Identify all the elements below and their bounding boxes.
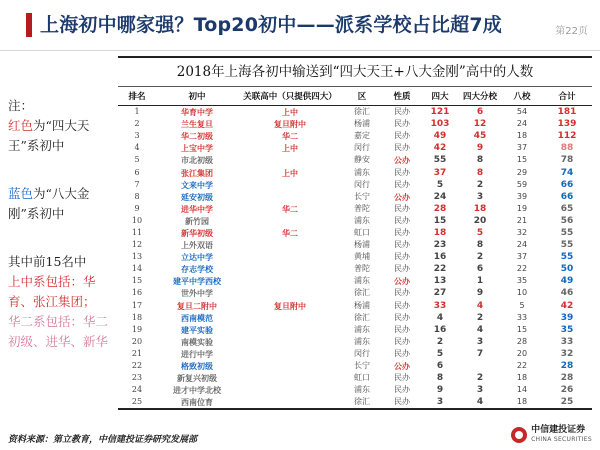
cell-school: 文来中学 xyxy=(181,179,213,190)
cell-assoc xyxy=(238,372,342,384)
table-body xyxy=(118,106,592,410)
cell-district: 徐汇 xyxy=(354,107,370,117)
cell-big4: 22 xyxy=(433,264,447,275)
note-blue-word: 蓝色 xyxy=(8,186,34,201)
table-row xyxy=(118,396,592,409)
cell-type: 民办 xyxy=(394,264,410,274)
cell-district: 长宁 xyxy=(354,361,370,371)
cell-type: 公办 xyxy=(394,155,410,166)
page-number: 第22页 xyxy=(555,26,588,37)
cell-big4-branch: 3 xyxy=(476,336,484,347)
cell-rank: 4 xyxy=(134,143,140,153)
cell-eight: 35 xyxy=(516,276,528,286)
table-row xyxy=(118,287,592,299)
cell-rank: 14 xyxy=(131,264,143,274)
cell-rank: 19 xyxy=(131,324,143,334)
cell-school: 新竹园 xyxy=(185,215,209,226)
cell-big4-branch: 2 xyxy=(476,312,484,323)
source-note: 资料来源：第立教育，中信建投证券研究发展部 xyxy=(8,435,198,445)
cell-type: 公办 xyxy=(394,191,410,202)
note-legend xyxy=(8,96,114,156)
cell-school: 张江集团 xyxy=(181,167,213,178)
cell-eight: 20 xyxy=(516,348,528,358)
header-divider xyxy=(0,50,600,51)
table-row xyxy=(118,360,592,372)
cell-eight: 10 xyxy=(516,288,528,298)
cell-big4: 4 xyxy=(436,312,444,323)
col-header-rank: 排名 xyxy=(118,87,156,106)
table-row xyxy=(118,106,592,119)
cell-rank: 15 xyxy=(131,276,143,286)
cell-total: 26 xyxy=(560,385,574,396)
cell-assoc xyxy=(238,239,342,251)
cell-eight: 21 xyxy=(516,215,528,225)
cell-district: 普陀 xyxy=(354,264,370,274)
cell-big4-branch: 2 xyxy=(476,373,484,384)
cell-type: 民办 xyxy=(394,373,410,383)
cell-type: 民办 xyxy=(394,385,410,395)
cell-big4: 6 xyxy=(436,361,444,372)
cell-school: 新复兴初级 xyxy=(177,373,217,384)
note-label: 注： xyxy=(8,98,34,113)
cell-big4-branch: 4 xyxy=(458,396,502,409)
cell-eight: 54 xyxy=(516,107,528,117)
table-row xyxy=(118,275,592,287)
cell-district: 静安 xyxy=(354,155,370,165)
note-blue-desc: 为“八大金刚”系初中 xyxy=(8,186,90,221)
cell-eight: 37 xyxy=(516,252,528,262)
cell-assoc xyxy=(238,215,342,227)
cell-type: 公办 xyxy=(394,276,410,287)
cell-rank: 2 xyxy=(134,119,140,129)
cell-school: 华二初级 xyxy=(181,131,213,142)
cell-type: 民办 xyxy=(394,240,410,250)
cell-assoc xyxy=(238,263,342,275)
cell-total: 28 xyxy=(560,361,574,372)
cell-type: 民办 xyxy=(394,300,410,310)
cell-big4-branch: 5 xyxy=(476,227,484,238)
cell-district: 虹口 xyxy=(354,227,370,237)
cell-assoc: 华二 xyxy=(282,227,298,238)
cell-district: 徐汇 xyxy=(354,312,370,322)
cell-big4-branch: 8 xyxy=(476,167,484,178)
cell-rank: 21 xyxy=(131,348,143,358)
cell-eight: 24 xyxy=(516,119,528,129)
cell-big4-branch: 9 xyxy=(476,288,484,299)
side-notes xyxy=(8,96,114,380)
cell-district: 杨浦 xyxy=(354,300,370,310)
cell-school: 建平中学西校 xyxy=(173,276,221,287)
company-logo xyxy=(511,424,592,446)
cell-big4: 27 xyxy=(433,288,447,299)
table-title: 2018年上海各初中输送到“四大天王+八大金刚”高中的人数 xyxy=(118,56,592,87)
table-row xyxy=(118,300,592,312)
cell-district: 虹口 xyxy=(354,373,370,383)
cell-eight: 37 xyxy=(516,143,528,153)
table-row xyxy=(118,142,592,154)
cell-school: 进才中学北校 xyxy=(173,385,221,396)
cell-type: 民办 xyxy=(394,119,410,129)
cell-eight: 32 xyxy=(516,227,528,237)
cell-district: 杨浦 xyxy=(354,240,370,250)
cell-big4-branch: 2 xyxy=(476,252,484,263)
table-row xyxy=(118,154,592,166)
cell-eight: 14 xyxy=(516,385,528,395)
cell-eight: 15 xyxy=(516,324,528,334)
cell-district: 浦东 xyxy=(354,215,370,225)
cell-big4-branch: 3 xyxy=(476,191,484,202)
cell-district: 闵行 xyxy=(354,348,370,358)
note-top15-intro: 其中前15名中 xyxy=(8,254,87,269)
cell-assoc: 华二 xyxy=(282,131,298,142)
cell-rank: 10 xyxy=(131,215,143,225)
cell-assoc xyxy=(238,348,342,360)
cell-district: 黄埔 xyxy=(354,252,370,262)
table-row xyxy=(118,191,592,203)
table-row xyxy=(118,348,592,360)
table-row xyxy=(118,263,592,275)
cell-assoc xyxy=(238,384,342,396)
cell-big4-branch: 6 xyxy=(476,264,484,275)
cell-eight: 22 xyxy=(516,361,528,371)
cell-total: 33 xyxy=(560,336,574,347)
logo-text xyxy=(531,426,592,444)
cell-eight: 28 xyxy=(516,336,528,346)
cell-type: 民办 xyxy=(394,336,410,346)
cell-assoc xyxy=(238,396,342,409)
cell-school: 西南模范 xyxy=(181,312,213,323)
cell-big4: 16 xyxy=(433,324,447,335)
cell-eight: 5 xyxy=(519,300,525,310)
cell-rank: 5 xyxy=(134,155,140,165)
cell-total: 49 xyxy=(560,276,574,287)
col-header-district: 区 xyxy=(342,87,382,106)
note-top15-block xyxy=(8,252,114,352)
cell-eight: 18 xyxy=(516,131,528,141)
cell-total: 66 xyxy=(560,179,574,190)
note-hua-group: 华二系包括：华二初级、进华、新华 xyxy=(8,314,109,349)
cell-big4: 49 xyxy=(433,131,447,142)
cell-total: 39 xyxy=(560,312,574,323)
cell-big4: 13 xyxy=(433,276,447,287)
cell-big4: 15 xyxy=(433,215,447,226)
cell-assoc: 上中 xyxy=(282,143,298,154)
cell-total: 66 xyxy=(560,191,574,202)
cell-district: 浦东 xyxy=(354,324,370,334)
cell-rank: 6 xyxy=(134,167,140,177)
cell-type: 民办 xyxy=(382,396,422,409)
cell-eight: 24 xyxy=(516,240,528,250)
cell-total: 78 xyxy=(560,155,574,166)
cell-district: 浦东 xyxy=(354,167,370,177)
cell-rank: 11 xyxy=(131,227,143,237)
cell-rank: 12 xyxy=(131,240,143,250)
table-row xyxy=(118,251,592,263)
cell-school: 立达中学 xyxy=(181,252,213,263)
cell-school: 进华中学 xyxy=(181,203,213,214)
cell-school: 世外中学 xyxy=(181,288,213,299)
cell-rank: 20 xyxy=(131,336,143,346)
cell-type: 民办 xyxy=(394,131,410,141)
cell-type: 民办 xyxy=(394,143,410,153)
cell-type: 民办 xyxy=(394,179,410,189)
cell-assoc xyxy=(238,251,342,263)
cell-big4-branch: 8 xyxy=(476,240,484,251)
col-header-big4: 四大 xyxy=(422,87,458,106)
cell-total: 46 xyxy=(560,288,574,299)
cell-rank: 8 xyxy=(134,191,140,201)
cell-rank: 23 xyxy=(131,373,143,383)
cell-total: 112 xyxy=(557,131,577,142)
note-red-line xyxy=(8,116,114,156)
cell-assoc xyxy=(238,179,342,191)
cell-total: 139 xyxy=(557,119,577,130)
cell-eight: 39 xyxy=(516,191,528,201)
cell-big4-branch: 12 xyxy=(473,119,487,130)
table-row xyxy=(118,324,592,336)
cell-type: 民办 xyxy=(394,312,410,322)
cell-big4-branch: 2 xyxy=(476,179,484,190)
cell-assoc xyxy=(238,360,342,372)
table-row xyxy=(118,239,592,251)
cell-total: 25 xyxy=(542,396,592,409)
cell-type: 民办 xyxy=(394,203,410,213)
note-red-desc: 为“四大天王”系初中 xyxy=(8,118,90,153)
cell-assoc: 上中 xyxy=(282,167,298,178)
cell-rank: 3 xyxy=(134,131,140,141)
cell-school: 存志学校 xyxy=(181,264,213,275)
cell-rank: 18 xyxy=(131,312,143,322)
logo-cn: 中信建投证券 xyxy=(531,425,586,435)
cell-rank: 16 xyxy=(131,288,143,298)
cell-school: 市北初级 xyxy=(181,155,213,166)
table-row xyxy=(118,312,592,324)
table-row xyxy=(118,179,592,191)
cell-big4-branch: 45 xyxy=(473,131,487,142)
cell-big4-branch: 8 xyxy=(476,155,484,166)
cell-total: 56 xyxy=(560,215,574,226)
cell-district: 浦东 xyxy=(354,385,370,395)
cell-district: 闵行 xyxy=(354,179,370,189)
cell-school: 建平实验 xyxy=(181,324,213,335)
title-accent-bar xyxy=(26,13,32,37)
logo-en: CHINA SECURITIES xyxy=(531,436,592,443)
cell-type: 民办 xyxy=(394,107,410,117)
table-row xyxy=(118,118,592,130)
cell-school: 上宝中学 xyxy=(181,143,213,154)
cell-big4: 8 xyxy=(436,373,444,384)
col-header-type: 性质 xyxy=(382,87,422,106)
cell-big4: 2 xyxy=(436,336,444,347)
cell-school: 西南位育 xyxy=(156,396,238,409)
cell-eight: 22 xyxy=(516,264,528,274)
cell-big4: 121 xyxy=(430,107,450,118)
cell-big4-branch: 20 xyxy=(473,215,487,226)
cell-district: 闵行 xyxy=(354,143,370,153)
note-red-word: 红色 xyxy=(8,118,34,133)
cell-rank: 24 xyxy=(131,385,143,395)
cell-rank: 1 xyxy=(134,107,140,117)
cell-district: 嘉定 xyxy=(354,131,370,141)
cell-eight: 59 xyxy=(516,179,528,189)
cell-total: 65 xyxy=(560,203,574,214)
table-row xyxy=(118,166,592,178)
cell-total: 50 xyxy=(560,264,574,275)
cell-rank: 22 xyxy=(131,361,143,371)
cell-eight: 19 xyxy=(516,203,528,213)
ranking-table xyxy=(118,87,592,410)
cell-total: 181 xyxy=(557,107,577,118)
cell-assoc: 复旦附中 xyxy=(274,119,306,130)
cell-school: 格致初级 xyxy=(181,361,213,372)
table-row xyxy=(118,384,592,396)
cell-eight: 29 xyxy=(516,167,528,177)
cell-big4-branch: 1 xyxy=(476,276,484,287)
cell-total: 35 xyxy=(560,324,574,335)
cell-assoc xyxy=(238,312,342,324)
cell-assoc xyxy=(238,287,342,299)
cell-eight: 15 xyxy=(516,155,528,165)
cell-assoc: 华二 xyxy=(282,203,298,214)
cell-big4: 5 xyxy=(436,179,444,190)
cell-total: 55 xyxy=(560,240,574,251)
cell-big4: 33 xyxy=(433,300,447,311)
cell-district: 长宁 xyxy=(354,191,370,201)
cell-big4-branch: 4 xyxy=(476,300,484,311)
cell-eight: 18 xyxy=(516,373,528,383)
table-row xyxy=(118,130,592,142)
table-row xyxy=(118,372,592,384)
cell-total: 28 xyxy=(560,373,574,384)
cell-big4: 23 xyxy=(433,240,447,251)
cell-type: 民办 xyxy=(394,324,410,334)
cell-district: 普陀 xyxy=(354,203,370,213)
cell-big4: 18 xyxy=(433,227,447,238)
cell-school: 进行中学 xyxy=(181,348,213,359)
cell-big4-branch: 4 xyxy=(476,324,484,335)
cell-type: 民办 xyxy=(394,288,410,298)
cell-rank: 13 xyxy=(131,252,143,262)
cell-big4-branch: 6 xyxy=(476,107,484,118)
cell-assoc xyxy=(238,336,342,348)
header xyxy=(0,0,600,52)
col-header-big4-branch: 四大分校 xyxy=(458,87,502,106)
ranking-table-area xyxy=(118,56,592,410)
cell-big4: 3 xyxy=(422,396,458,409)
cell-big4: 9 xyxy=(436,385,444,396)
cell-big4-branch: 18 xyxy=(473,203,487,214)
cell-assoc xyxy=(238,324,342,336)
cell-type: 公办 xyxy=(394,361,410,372)
col-header-assoc: 关联高中（只提供四大） xyxy=(238,87,342,106)
col-header-eight: 八校 xyxy=(502,87,542,106)
cell-school: 华育中学 xyxy=(181,107,213,118)
cell-type: 民办 xyxy=(394,252,410,262)
cell-big4: 103 xyxy=(430,119,450,130)
cell-big4: 24 xyxy=(433,191,447,202)
cell-total: 55 xyxy=(560,227,574,238)
cell-big4-branch: 7 xyxy=(476,348,484,359)
cell-district: 浦东 xyxy=(354,276,370,286)
cell-district: 杨浦 xyxy=(354,119,370,129)
logo-mark-icon xyxy=(511,427,527,443)
cell-school: 延安初级 xyxy=(181,191,213,202)
cell-big4: 42 xyxy=(433,143,447,154)
table-header-row xyxy=(118,87,592,106)
cell-rank: 25 xyxy=(118,396,156,409)
cell-big4: 28 xyxy=(433,203,447,214)
cell-total: 88 xyxy=(560,143,574,154)
cell-school: 上外双语 xyxy=(181,240,213,251)
cell-big4: 55 xyxy=(433,155,447,166)
col-header-school: 初中 xyxy=(156,87,238,106)
cell-eight: 33 xyxy=(516,312,528,322)
cell-total: 55 xyxy=(560,252,574,263)
cell-big4-branch xyxy=(458,360,502,372)
cell-type: 民办 xyxy=(394,167,410,177)
note-blue-line xyxy=(8,184,114,224)
cell-big4-branch: 3 xyxy=(476,385,484,396)
cell-school: 复旦二附中 xyxy=(177,300,217,311)
cell-type: 民办 xyxy=(394,215,410,225)
cell-assoc xyxy=(238,154,342,166)
note-shang-group: 上中系包括：华育、张江集团； xyxy=(8,274,96,309)
cell-rank: 9 xyxy=(134,203,140,213)
cell-assoc xyxy=(238,275,342,287)
col-header-total: 合计 xyxy=(542,87,592,106)
cell-school: 新华初级 xyxy=(181,227,213,238)
note-blue-block xyxy=(8,184,114,224)
cell-total: 32 xyxy=(560,348,574,359)
cell-eight: 18 xyxy=(502,396,542,409)
cell-total: 42 xyxy=(560,300,574,311)
cell-big4: 37 xyxy=(433,167,447,178)
cell-school: 南模实验 xyxy=(181,336,213,347)
cell-total: 74 xyxy=(560,167,574,178)
cell-assoc: 上中 xyxy=(282,107,298,118)
table-row xyxy=(118,203,592,215)
table-row xyxy=(118,215,592,227)
cell-type: 民办 xyxy=(394,348,410,358)
cell-assoc xyxy=(238,191,342,203)
cell-rank: 17 xyxy=(131,300,143,310)
cell-type: 民办 xyxy=(394,227,410,237)
cell-big4: 5 xyxy=(436,348,444,359)
cell-assoc: 复旦附中 xyxy=(274,300,306,311)
cell-big4-branch: 9 xyxy=(476,143,484,154)
cell-big4: 16 xyxy=(433,252,447,263)
cell-school: 兰生复旦 xyxy=(181,119,213,130)
cell-district: 徐汇 xyxy=(354,288,370,298)
cell-rank: 7 xyxy=(134,179,140,189)
cell-district: 徐汇 xyxy=(342,396,382,409)
cell-district: 浦东 xyxy=(354,336,370,346)
page-title: 上海初中哪家强？Top20初中——派系学校占比超7成 xyxy=(40,14,502,36)
table-row xyxy=(118,336,592,348)
table-row xyxy=(118,227,592,239)
